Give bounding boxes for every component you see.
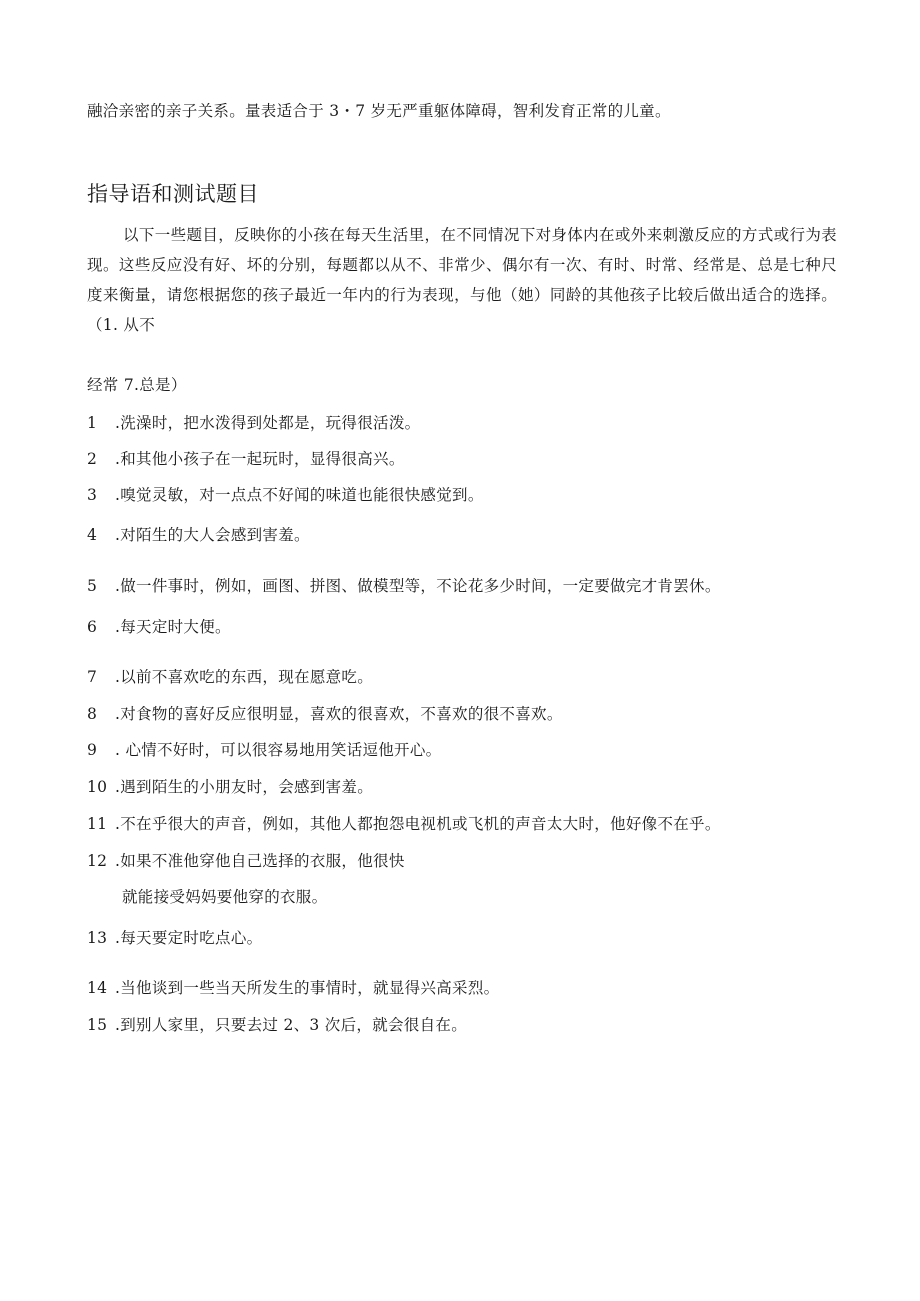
item-text: . 心情不好时，可以很容易地用笑话逗他开心。 — [115, 741, 442, 759]
section-title: 指导语和测试题目 — [87, 182, 259, 206]
list-item — [87, 776, 373, 798]
item-text: .和其他小孩子在一起玩时，显得很高兴。 — [115, 450, 405, 468]
item-number: 6 — [87, 618, 98, 636]
list-item — [87, 484, 484, 506]
item-text: .每天要定时吃点心。 — [115, 929, 263, 947]
list-item — [87, 575, 721, 597]
item-text: .对食物的喜好反应很明显，喜欢的很喜欢，不喜欢的很不喜欢。 — [115, 705, 563, 723]
item-number: 15 — [87, 1016, 108, 1034]
item-number: 7 — [87, 668, 98, 686]
list-item — [87, 524, 310, 546]
item-text: .做一件事时，例如，画图、拼图、做模型等，不论花多少时间，一定要做完才肯罢休。 — [115, 577, 721, 595]
list-item — [87, 703, 563, 725]
list-item — [87, 813, 721, 835]
item-number: 13 — [87, 929, 108, 947]
item-text: .遇到陌生的小朋友时，会感到害羞。 — [115, 778, 374, 796]
item-number: 14 — [87, 979, 108, 997]
item-number: 9 — [87, 741, 98, 759]
list-item — [87, 927, 262, 949]
item-number: 4 — [87, 526, 98, 544]
list-item — [87, 977, 499, 999]
item-number: 10 — [87, 778, 108, 796]
item-text: .当他谈到一些当天所发生的事情时，就显得兴高采烈。 — [115, 979, 500, 997]
list-item — [87, 850, 405, 872]
instruction-paragraph: 以下一些题目，反映你的小孩在每天生活里，在不同情况下对身体内在或外来刺激反应的方式或行为表现。这些反应没有好、坏的分别，每题都以从不、非常少、偶尔有一次、有时、时常、经常是、总是七种尺度来衡量，请您根据您的孩子最近一年内的行为表现，与他（她）同龄的其他孩子比较后做出适合的选择。（1. 从不 — [87, 226, 837, 334]
intro-line: 融洽亲密的亲子关系。量表适合于 3・7 岁无严重躯体障碍，智利发育正常的儿童。 — [87, 102, 671, 120]
list-item — [87, 666, 373, 688]
item-text: .洗澡时，把水泼得到处都是，玩得很活泼。 — [115, 414, 421, 432]
item-number: 2 — [87, 450, 98, 468]
item-text: .到别人家里，只要去过 2、3 次后，就会很自在。 — [115, 1016, 468, 1034]
item-text: .对陌生的大人会感到害羞。 — [115, 526, 310, 544]
item-number: 12 — [87, 852, 108, 870]
item-number: 11 — [87, 815, 108, 833]
scale-note: 经常 7.总是） — [87, 376, 187, 394]
list-item — [87, 448, 405, 470]
list-item — [87, 1014, 467, 1036]
item-text: .每天定时大便。 — [115, 618, 231, 636]
item-number: 8 — [87, 705, 98, 723]
item-number: 1 — [87, 414, 98, 432]
item-text: .如果不准他穿他自己选择的衣服，他很快 — [115, 852, 405, 870]
list-item — [87, 616, 231, 638]
item-text: .以前不喜欢吃的东西，现在愿意吃。 — [115, 668, 374, 686]
item-number: 5 — [87, 577, 98, 595]
item-12-continuation: 就能接受妈妈要他穿的衣服。 — [122, 888, 328, 906]
list-item — [87, 739, 441, 761]
item-text: .不在乎很大的声音，例如，其他人都抱怨电视机或飞机的声音太大时，他好像不在乎。 — [115, 815, 721, 833]
list-item — [87, 412, 420, 434]
item-text: .嗅觉灵敏，对一点点不好闻的味道也能很快感觉到。 — [115, 486, 484, 504]
item-number: 3 — [87, 486, 98, 504]
